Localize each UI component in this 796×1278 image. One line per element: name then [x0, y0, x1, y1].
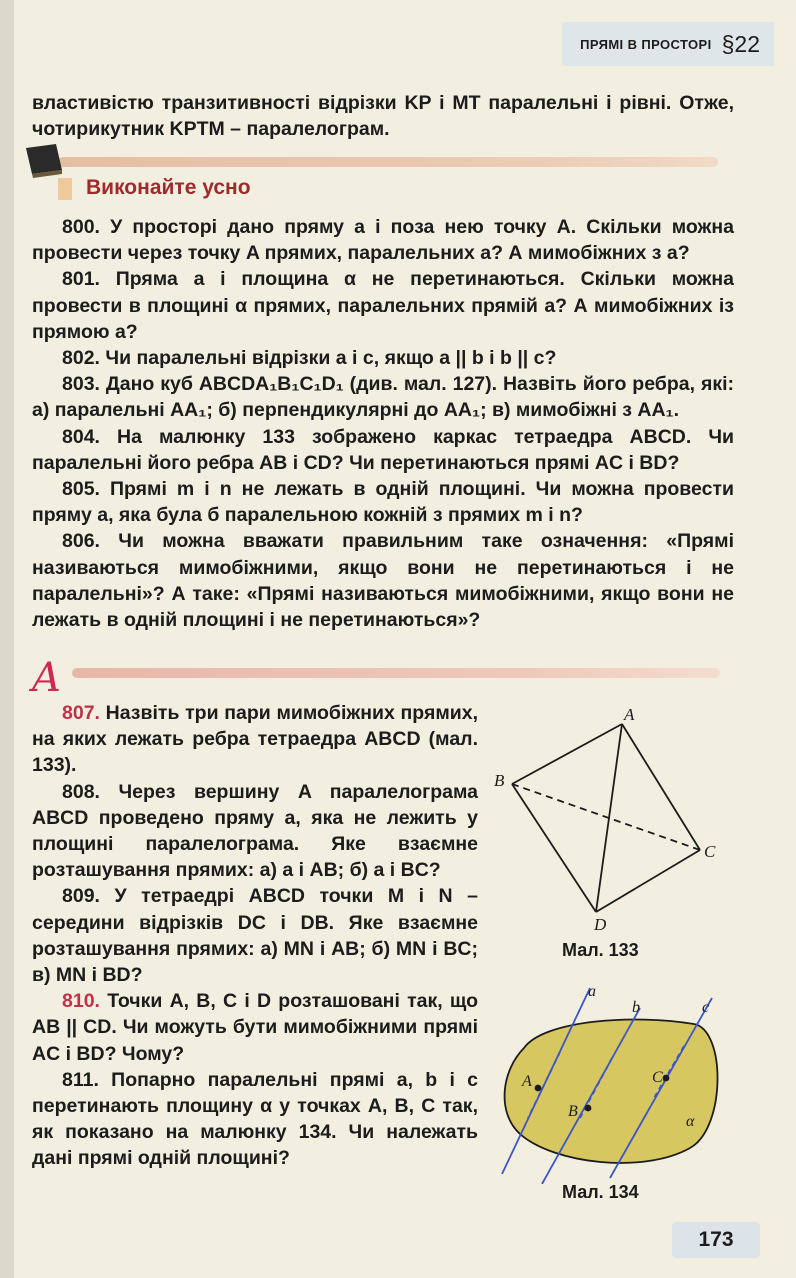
figure-134-plane: [494, 978, 734, 1184]
problem-808: 808. Через вершину A паралелограма ABCD проведено пряму a, яка не лежить у площині паралелограма. Яке взаємне розташування прямих: а) a і AB; б) a і BC?: [32, 780, 478, 882]
oral-exercises-heading: Виконайте усно: [86, 176, 251, 199]
problem-803: 803. Дано куб ABCDA₁B₁C₁D₁ (див. мал. 127). Назвіть його ребра, які: а) паралельні AA₁; б) перпендикулярні до AA₁; в) мимобіжні з AA₁.: [32, 373, 734, 422]
edge-ab: [512, 724, 622, 784]
level-a-mark: A: [32, 655, 61, 701]
book-icon: [22, 140, 66, 180]
level-a-problems: [32, 700, 478, 1172]
level-a-divider: [72, 668, 720, 678]
page-number: 173: [672, 1222, 760, 1258]
problem-805: 805. Прямі m і n не лежать в одній площині. Чи можна провести пряму a, яка була б паралельною кожній з прямих m і n?: [32, 478, 734, 527]
figure-133-caption: Мал. 133: [562, 940, 639, 960]
point-c: [663, 1075, 670, 1082]
running-header: [562, 22, 774, 66]
problem-804: 804. На малюнку 133 зображено каркас тетраедра ABCD. Чи паралельні його ребра AB і CD? Чи перетинаються прямі AC і BD?: [32, 425, 735, 474]
vertex-label-b: B: [494, 771, 505, 790]
oral-problems: [32, 214, 734, 633]
vertex-label-a: A: [624, 705, 635, 724]
figure-134-caption: Мал. 134: [562, 1182, 639, 1202]
line-label-a: a: [588, 983, 596, 1000]
problem-801: 801. Пряма a і площина α не перетинаються. Скільки можна провести в площині α прямих, паралельних прямій a? А мимобіжних із прямою a?: [32, 268, 734, 343]
point-label-c: C: [652, 1069, 663, 1086]
plane-label-alpha: α: [686, 1113, 695, 1130]
edge-bd: [512, 784, 596, 912]
problem-807: 807. Назвіть три пари мимобіжних прямих, на яких лежать ребра тетраедра ABCD (мал. 133).: [32, 702, 478, 777]
intro-paragraph: властивістю транзитивності відрізки KP і MT паралельні і рівні. Отже, чотирикутник KPTM – паралелограм.: [32, 92, 734, 141]
point-label-b: B: [568, 1103, 578, 1120]
edge-ac: [622, 724, 700, 850]
problem-800: 800. У просторі дано пряму a і поза нею точку A. Скільки можна провести через точку A прямих, паралельних a? А мимобіжних з a?: [32, 216, 735, 265]
problem-802: 802. Чи паралельні відрізки a і c, якщо a || b і b || c?: [62, 347, 557, 370]
section-title: ПРЯМІ В ПРОСТОРІ: [580, 36, 712, 52]
problem-806: 806. Чи можна вважати правильним таке означення: «Прямі називаються мимобіжними, якщо вони не перетинаються і не паралельні»? А таке: «Прямі називаються мимобіжними, якщо вони не лежать в одній площині і не перетинаються»?: [32, 530, 734, 632]
line-label-b: b: [632, 999, 640, 1016]
section-divider: [58, 157, 718, 167]
heading-accent: [58, 178, 72, 200]
vertex-label-d: D: [594, 915, 607, 934]
page-edge: [0, 0, 14, 1278]
point-a: [535, 1085, 542, 1092]
point-label-a: A: [522, 1073, 532, 1090]
problem-811: 811. Попарно паралельні прямі a, b і c перетинають площину α у точках A, B, C так, як показано на малюнку 134. Чи належать дані прямі одній площині?: [32, 1068, 478, 1170]
section-number: §22: [721, 30, 760, 57]
problem-809: 809. У тетраедрі ABCD точки M і N – середини відрізків DC і DB. Яке взаємне розташування прямих: а) MN і AB; б) MN і BC; в) MN і BD?: [32, 885, 478, 987]
vertex-label-c: C: [704, 842, 716, 861]
plane-alpha: [505, 1019, 718, 1162]
figure-133-tetrahedron: [488, 700, 738, 940]
problem-810: 810. Точки A, B, C і D розташовані так, що AB || CD. Чи можуть бути мимобіжними прямі AC і BD? Чому?: [32, 990, 479, 1065]
line-label-c: c: [702, 999, 710, 1016]
edge-cd: [596, 850, 700, 912]
point-b: [585, 1105, 592, 1112]
